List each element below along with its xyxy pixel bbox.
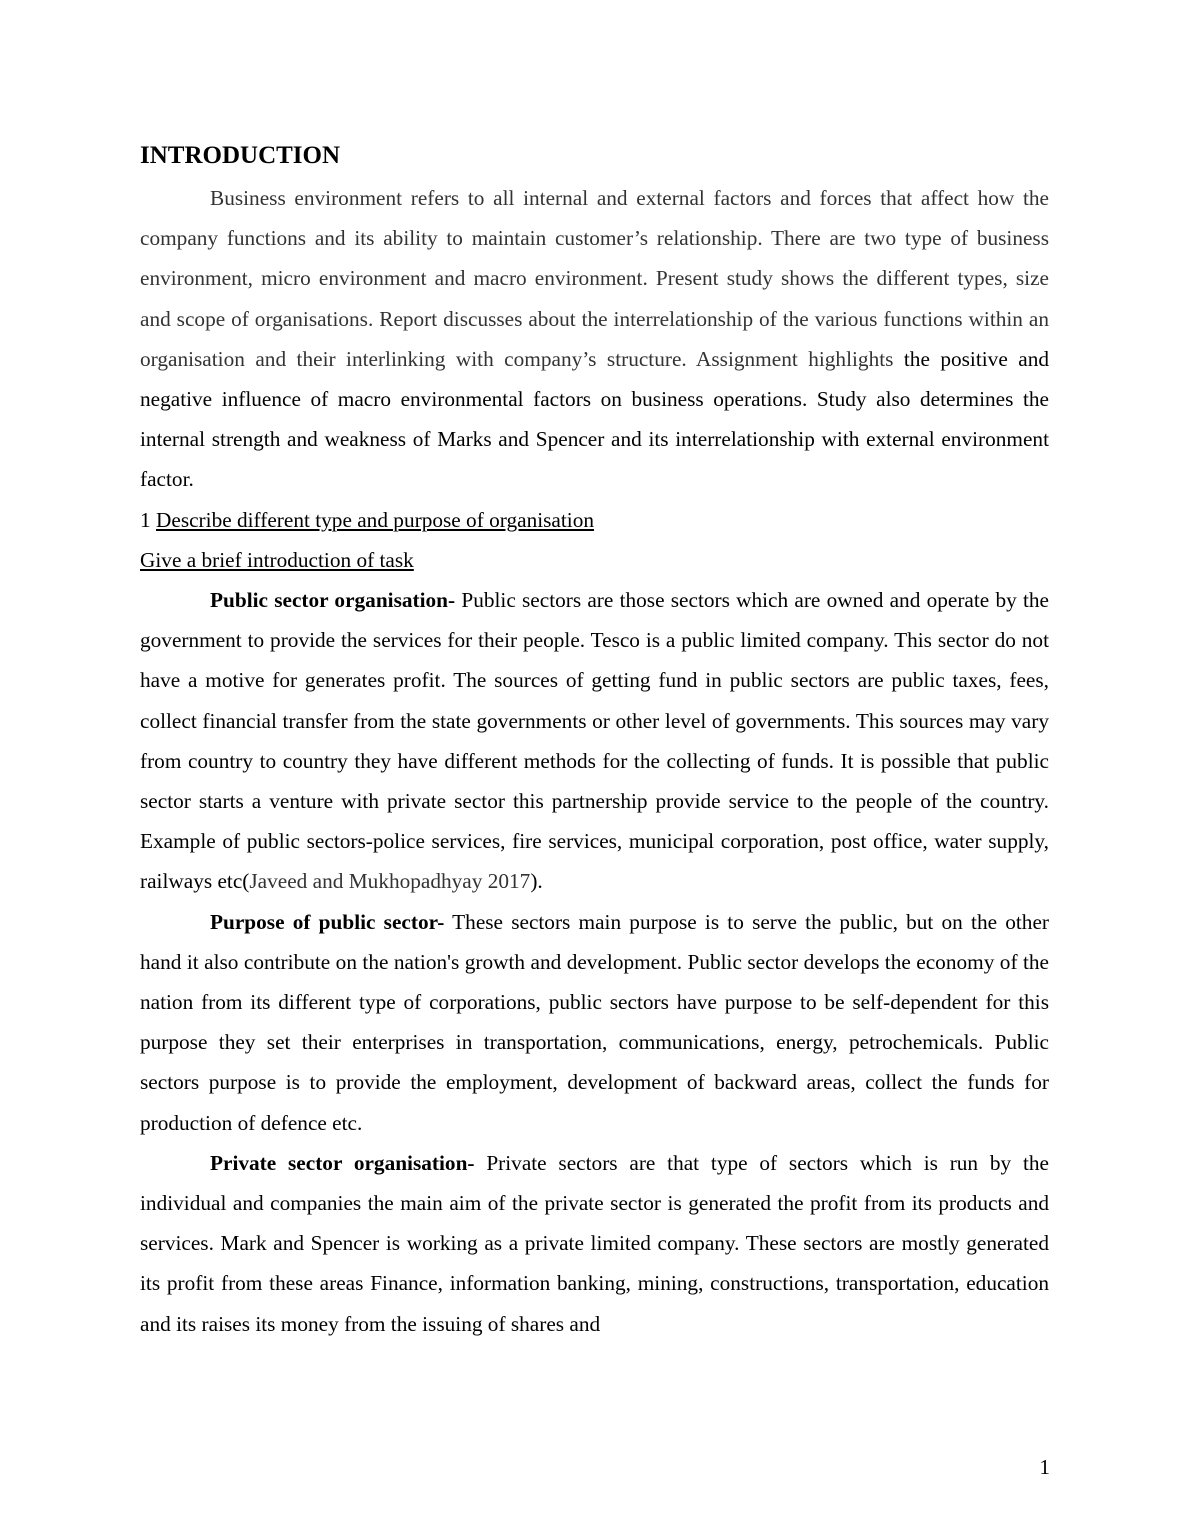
public-sector-citation: Javeed and Mukhopadhyay 2017 — [249, 869, 531, 894]
intro-paragraph — [140, 178, 1049, 500]
document-page — [140, 138, 1049, 1344]
task-line — [140, 500, 1049, 540]
purpose-public-text: These sectors main purpose is to serve the public, but on the other hand it also contribute on the nation's growth and development. Public sector develops the economy of the nation from its different type of corporations, public sectors have purpose to be self-dependent for this purpose they set their enterprises in transportation, communications, energy, petrochemicals. Public sectors purpose is to provide the employment, development of backward areas, collect the funds for production of defence etc. — [140, 909, 1049, 1135]
purpose-public-label: Purpose of public sector- — [210, 909, 445, 934]
task-title: Describe different type and purpose of organisation — [155, 507, 595, 532]
public-sector-label: Public sector organisation- — [210, 588, 456, 613]
public-sector-text-end: ). — [530, 869, 543, 894]
section-heading: INTRODUCTION — [140, 142, 341, 169]
page-number: 1 — [1039, 1455, 1050, 1479]
private-sector-label: Private sector organisation- — [210, 1150, 475, 1175]
private-sector-paragraph — [140, 1143, 1049, 1344]
public-sector-text: Public sectors are those sectors which are owned and operate by the government to provide the services for their people. Tesco is a public limited company. This sector do not have a motive for generates profit. The sources of getting fund in public sectors are public taxes, fees, collect financial transfer from the state governments or other level of governments. This sources may vary from country to country they have different methods for the collecting of funds. It is possible that public sector starts a venture with private sector this partnership provide service to the people of the country. Example of public sectors-police services, fire services, municipal corporation, post office, water supply, railways etc( — [140, 588, 1049, 894]
task-number: 1 — [140, 507, 156, 532]
intro-paragraph-part1: Business environment refers to all internal and external factors and forces that affect how the company functions and its ability to maintain customer’s relationship. There are two type of business environment, micro environment and macro environment. Present study shows the different types, size and scope of organisations. Report discusses about the interrelationship of the various functions within an organisation and their interlinking with company’s structure. Assignment highlights — [140, 186, 1049, 371]
private-sector-text: Private sectors are that type of sectors which is run by the individual and companies the main aim of the private sector is generated the profit from its products and services. Mark and Spencer is working as a private limited company. These sectors are mostly generated its profit from these areas Finance, information banking, mining, constructions, transportation, education and its raises its money from the issuing of shares and — [140, 1150, 1049, 1336]
purpose-public-paragraph — [140, 902, 1049, 1143]
brief-intro-line — [140, 540, 1049, 580]
brief-intro-text: Give a brief introduction of task — [140, 547, 414, 572]
public-sector-paragraph — [140, 580, 1049, 902]
intro-paragraph-part2: the positive and negative influence of macro environmental factors on business operations. Study also determines the internal strength and weakness of Marks and Spencer and its interrelationship with external environment factor. — [140, 346, 1049, 492]
